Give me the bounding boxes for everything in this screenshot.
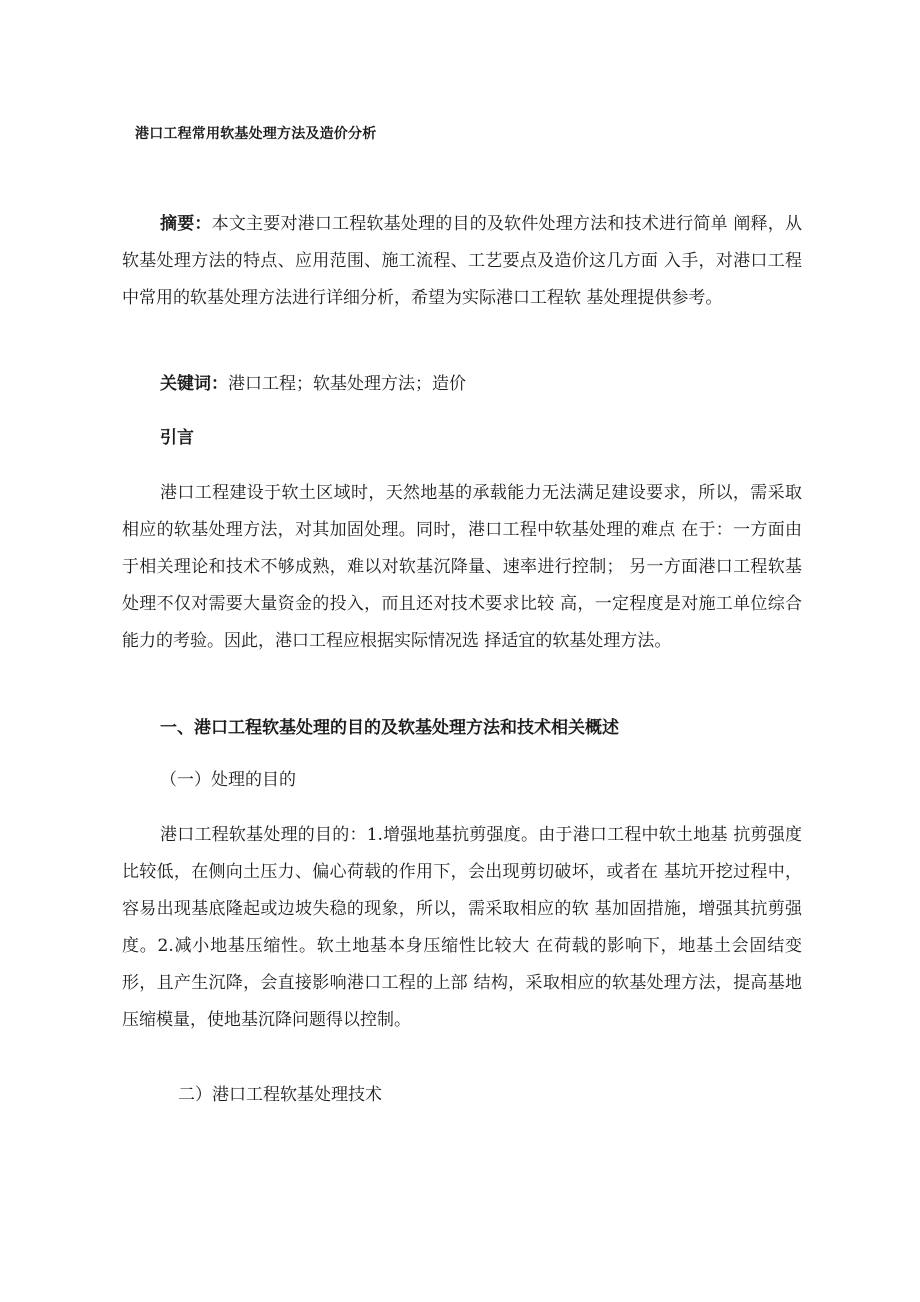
abstract-label: 摘要：: [160, 214, 212, 234]
subsection-2-heading: 二）港口工程软基处理技术: [178, 1085, 382, 1105]
keywords-label: 关键词：: [160, 374, 228, 394]
subsection-1-heading: （一）处理的目的: [160, 770, 296, 790]
abstract-paragraph: [122, 206, 802, 317]
abstract-text: 本文主要对港口工程软基处理的目的及软件处理方法和技术进行简单 阐释，从软基处理方法的特点、应用范围、施工流程、工艺要点及造价这几方面 入手，对港口工程中常用的软基处理方法进行详细分析，希望为实际港口工程软 基处理提供参考。: [122, 214, 803, 308]
section-1-heading: 一、港口工程软基处理的目的及软基处理方法和技术相关概述: [160, 718, 619, 738]
document-title: 港口工程常用软基处理方法及造价分析: [135, 126, 377, 142]
purpose-paragraph: 港口工程软基处理的目的：1.增强地基抗剪强度。由于港口工程中软土地基 抗剪强度比较低，在侧向土压力、偏心荷载的作用下，会出现剪切破坏，或者在 基坑开挖过程中，容易出现基底隆起或边坡失稳的现象，所以，需采取相应的软 基加固措施，增强其抗剪强度。2.减小地基压缩性。软土地基本身压缩性比较大 在荷载的影响下，地基土会固结变形，且产生沉降，会直接影响港口工程的上部 结构，采取相应的软基处理方法，提高基地压缩模量，使地基沉降问题得以控制。: [122, 825, 802, 1030]
keywords-line: [160, 366, 466, 403]
intro-paragraph: 港口工程建设于软土区域时，天然地基的承载能力无法满足建设要求，所以，需采取相应的软基处理方法，对其加固处理。同时，港口工程中软基处理的难点 在于：一方面由于相关理论和技术不够成熟，难以对软基沉降量、速率进行控制； 另一方面港口工程软基处理不仅对需要大量资金的投入，而且还对技术要求比较 高，一定程度是对施工单位综合能力的考验。因此，港口工程应根据实际情况选 择适宜的软基处理方法。: [122, 483, 802, 651]
keywords-text: 港口工程；软基处理方法；造价: [228, 374, 466, 394]
intro-heading: 引言: [160, 428, 194, 448]
